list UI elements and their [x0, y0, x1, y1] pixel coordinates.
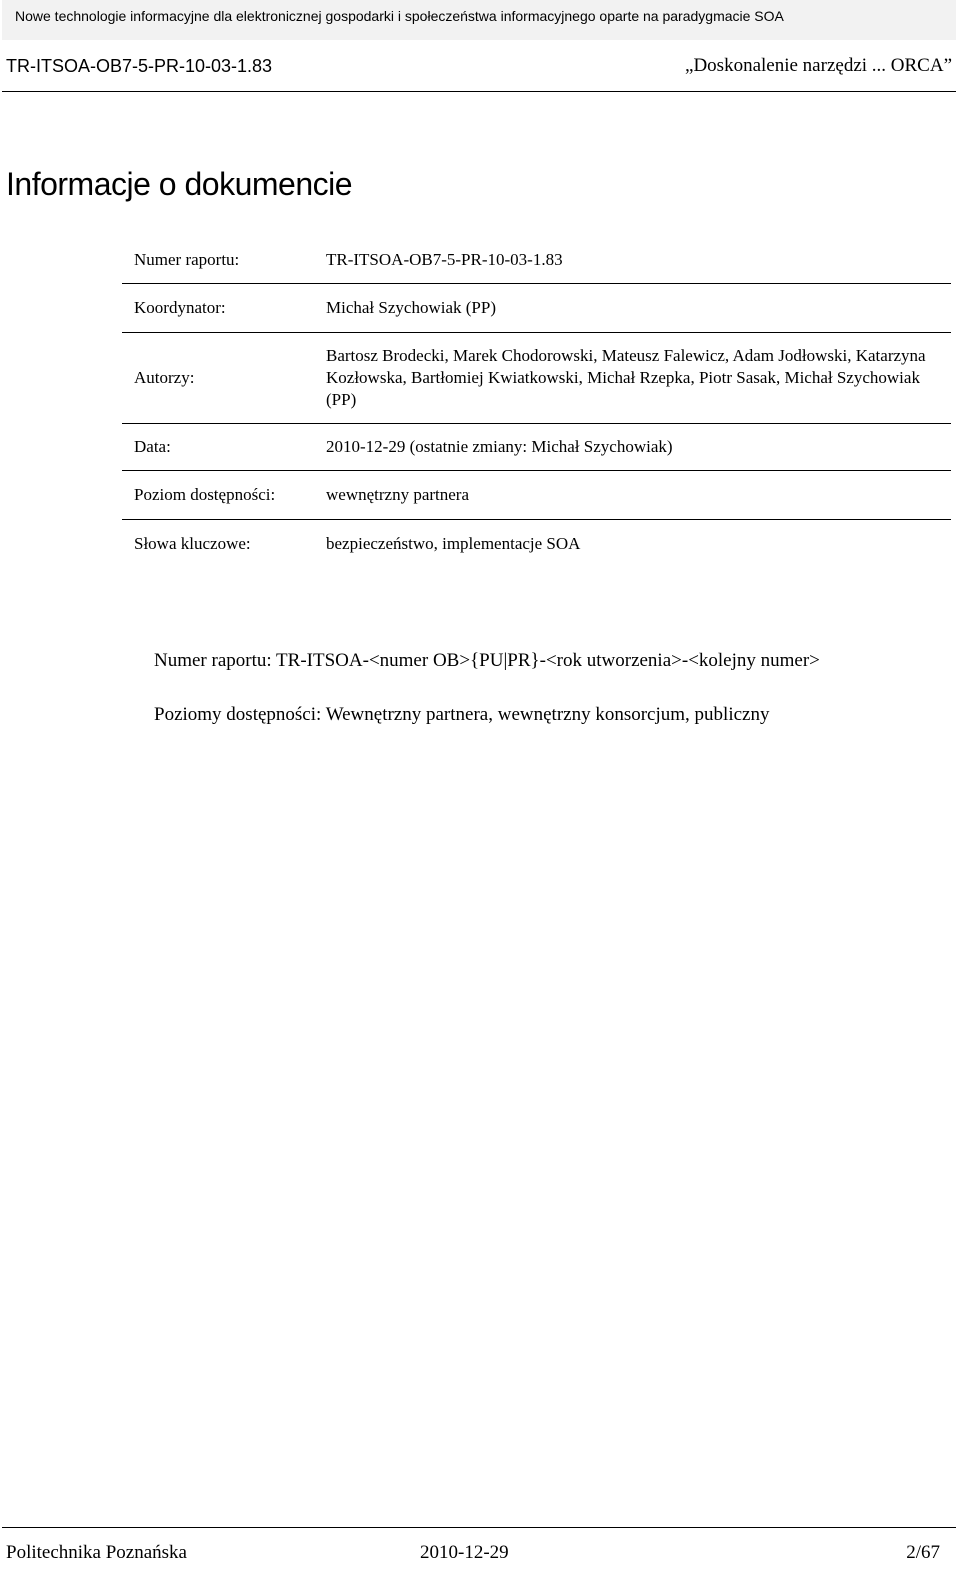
info-row-coordinator	[122, 284, 951, 333]
info-value: Michał Szychowiak (PP)	[326, 298, 496, 317]
info-value: TR-ITSOA-OB7-5-PR-10-03-1.83	[326, 250, 563, 269]
info-label: Autorzy:	[134, 368, 195, 387]
info-row-date	[122, 424, 951, 471]
info-row-authors	[122, 333, 951, 424]
info-value: 2010-12-29 (ostatnie zmiany: Michał Szychowiak)	[326, 437, 673, 456]
header-doc-id: TR-ITSOA-OB7-5-PR-10-03-1.83	[6, 56, 273, 76]
header-doc-short-title: „Doskonalenie narzędzi ... ORCA”	[685, 55, 952, 76]
header-band	[2, 0, 956, 40]
info-label: Numer raportu:	[134, 250, 240, 269]
info-label: Słowa kluczowe:	[134, 534, 251, 553]
footer-institution: Politechnika Poznańska	[6, 1542, 187, 1563]
header-title: Nowe technologie informacyjne dla elektronicznej gospodarki i społeczeństwa informacyjnego oparte na paradygmacie SOA	[15, 8, 784, 24]
info-label: Data:	[134, 437, 171, 456]
info-value: Bartosz Brodecki, Marek Chodorowski, Mateusz Falewicz, Adam Jodłowski, Katarzyna Kozłowska, Bartłomiej Kwiatkowski, Michał Rzepka, Piotr Sasak, Michał Szychowiak (PP)	[326, 346, 926, 409]
page-number: 2/67	[906, 1542, 940, 1563]
document-info-table	[122, 237, 951, 568]
info-label: Koordynator:	[134, 298, 226, 317]
info-row-keywords	[122, 520, 951, 568]
page-title: Informacje o dokumencie	[6, 166, 353, 202]
footer-date: 2010-12-29	[420, 1542, 509, 1563]
info-row-access-level	[122, 471, 951, 520]
note-report-number-format: Numer raportu: TR-ITSOA-<numer OB>{PU|PR}-<rok utworzenia>-<kolejny numer>	[154, 650, 820, 671]
notes	[154, 648, 820, 728]
info-row-report-number	[122, 237, 951, 284]
info-value: wewnętrzny partnera	[326, 485, 470, 504]
footer-divider	[2, 1527, 956, 1528]
info-value: bezpieczeństwo, implementacje SOA	[326, 534, 581, 553]
info-label: Poziom dostępności:	[134, 485, 276, 504]
header-divider	[2, 91, 956, 92]
note-access-levels: Poziomy dostępności: Wewnętrzny partnera, wewnętrzny konsorcjum, publiczny	[154, 704, 770, 725]
